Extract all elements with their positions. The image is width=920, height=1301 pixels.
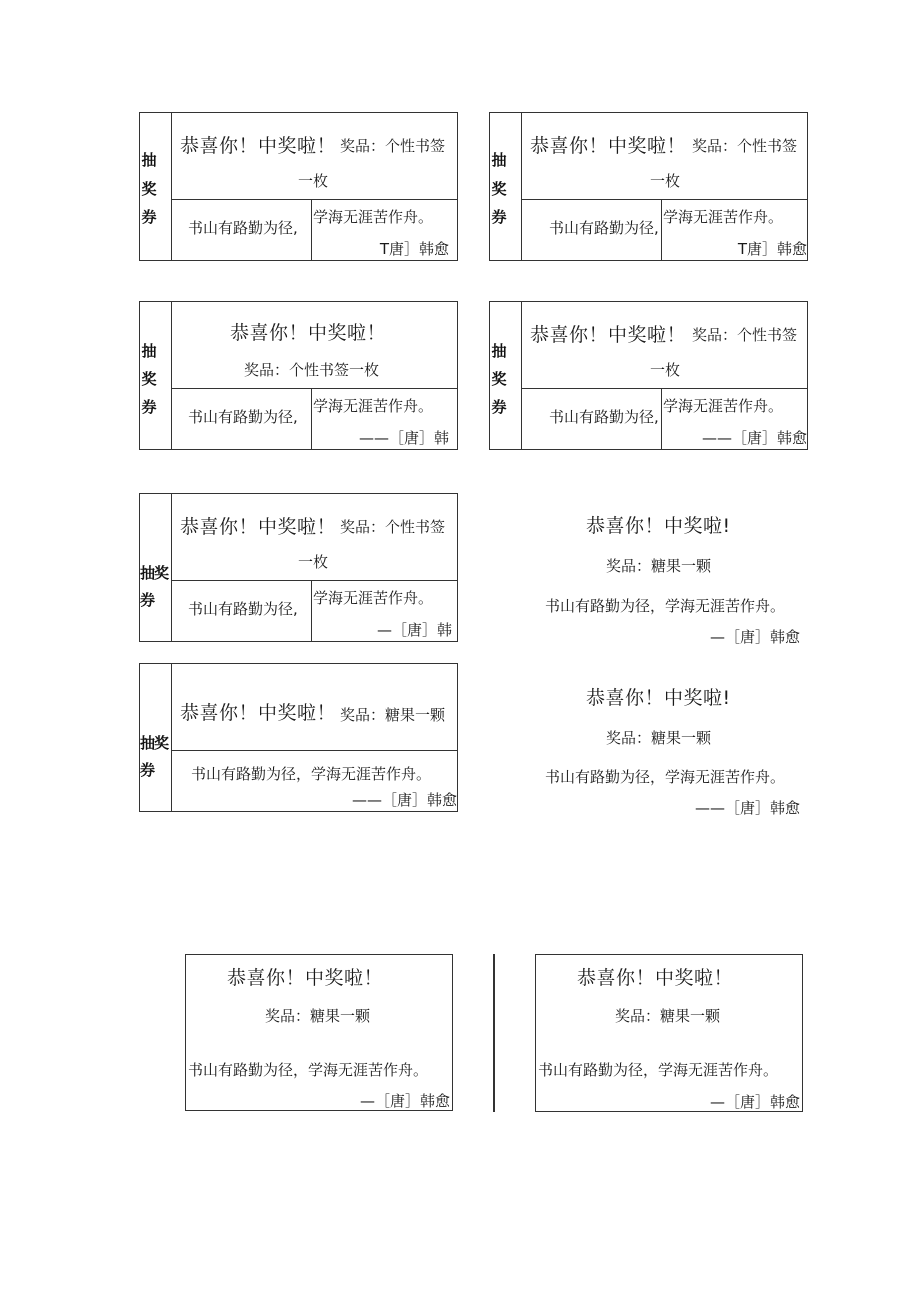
verse-line-2: 学海无涯苦作舟。 [313,589,434,607]
headline: 恭喜你！中奖啦！ [530,324,687,346]
cut-line [493,954,495,1112]
prize-text-cont: 一枚 [298,172,329,190]
verse-line-1: 书山有路勤为径, [188,219,298,237]
prize-text: 奖品：糖果一颗 [606,557,712,575]
headline: 恭喜你！中奖啦！ [180,702,337,724]
verse: 书山有路勤为径，学海无涯苦作舟。 [191,765,432,783]
ticket-header [172,113,457,200]
verse-author: —［唐］韩 [376,621,452,639]
cell-divider [311,389,312,449]
verse-line-1: 书山有路勤为径, [549,408,659,426]
lottery-ticket-plain [489,493,808,653]
verse-line-2: 学海无涯苦作舟。 [313,397,434,415]
headline: 恭喜你！中奖啦！ [230,322,387,344]
verse-line-2: 学海无涯苦作舟。 [663,208,784,226]
verse-line-1: 书山有路勤为径, [549,219,659,237]
ticket-header [172,302,457,389]
cell-divider [311,200,312,260]
ticket-header [522,302,807,389]
ticket-verse [172,751,457,811]
verse-author: ——［唐］韩 [358,429,449,447]
lottery-ticket-plain [489,663,808,823]
verse-author: T唐］韩愈 [737,240,807,258]
prize-text: 奖品：糖果一颗 [340,706,446,724]
ticket-side-label: 抽奖 券 [140,664,172,811]
headline: 恭喜你！中奖啦！ [227,967,384,989]
prize-text-cont: 一枚 [650,172,681,190]
prize-text-cont: 一枚 [650,361,681,379]
ticket-header [522,113,807,200]
verse-author: ——［唐］韩愈 [694,799,800,817]
ticket-side-label: 抽奖 券 [140,494,172,641]
verse-author: —［唐］韩愈 [709,1093,800,1111]
prize-text: 奖品：个性书签 [692,326,798,344]
prize-text-cont: 一枚 [298,553,329,571]
verse-author: —［唐］韩愈 [709,628,800,646]
lottery-ticket [535,954,803,1112]
prize-text: 奖品：个性书签 [340,518,446,536]
ticket-side-label: 抽 奖 券 [490,113,522,260]
prize-text: 奖品：个性书签 [340,137,446,155]
cell-divider [661,389,662,449]
prize-text: 奖品：个性书签 [692,137,798,155]
ticket-side-label: 抽 奖 券 [490,302,522,449]
prize-text: 奖品：糖果一颗 [265,1007,371,1025]
prize-text: 奖品：个性书签一枚 [244,361,380,379]
headline: 恭喜你！中奖啦！ [577,967,734,989]
prize-text: 奖品：糖果一颗 [615,1007,721,1025]
ticket-verse [172,581,457,641]
prize-text: 奖品：糖果一颗 [606,729,712,747]
ticket-header [172,664,457,751]
verse-author: ——［唐］韩愈 [701,429,807,447]
ticket-verse [172,389,457,449]
headline: 恭喜你！中奖啦! [586,515,731,537]
ticket-side-label: 抽 奖 券 [140,113,172,260]
verse-author: —［唐］韩愈 [359,1092,450,1110]
ticket-verse [172,200,457,260]
verse-line-1: 书山有路勤为径, [188,408,298,426]
ticket-verse [522,389,807,449]
verse-author: ——［唐］韩愈 [351,791,457,809]
verse: 书山有路勤为径，学海无涯苦作舟。 [545,597,786,615]
ticket-header [172,494,457,581]
verse-line-2: 学海无涯苦作舟。 [663,397,784,415]
ticket-verse [522,200,807,260]
headline: 恭喜你！中奖啦！ [180,516,337,538]
headline: 恭喜你！中奖啦！ [530,135,687,157]
headline: 恭喜你！中奖啦！ [180,135,337,157]
lottery-ticket [185,954,453,1111]
ticket-side-label: 抽 奖 券 [140,302,172,449]
lottery-ticket [489,112,808,261]
verse: 书山有路勤为径，学海无涯苦作舟。 [538,1061,779,1079]
verse-line-1: 书山有路勤为径, [188,600,298,618]
lottery-ticket [139,663,458,812]
lottery-ticket [139,112,458,261]
lottery-ticket [139,301,458,450]
cell-divider [661,200,662,260]
lottery-ticket [489,301,808,450]
headline: 恭喜你！中奖啦! [586,687,731,709]
cell-divider [311,581,312,641]
verse-line-2: 学海无涯苦作舟。 [313,208,434,226]
verse: 书山有路勤为径，学海无涯苦作舟。 [545,768,786,786]
verse-author: T唐］韩愈 [379,240,449,258]
lottery-ticket [139,493,458,642]
verse: 书山有路勤为径，学海无涯苦作舟。 [188,1061,429,1079]
